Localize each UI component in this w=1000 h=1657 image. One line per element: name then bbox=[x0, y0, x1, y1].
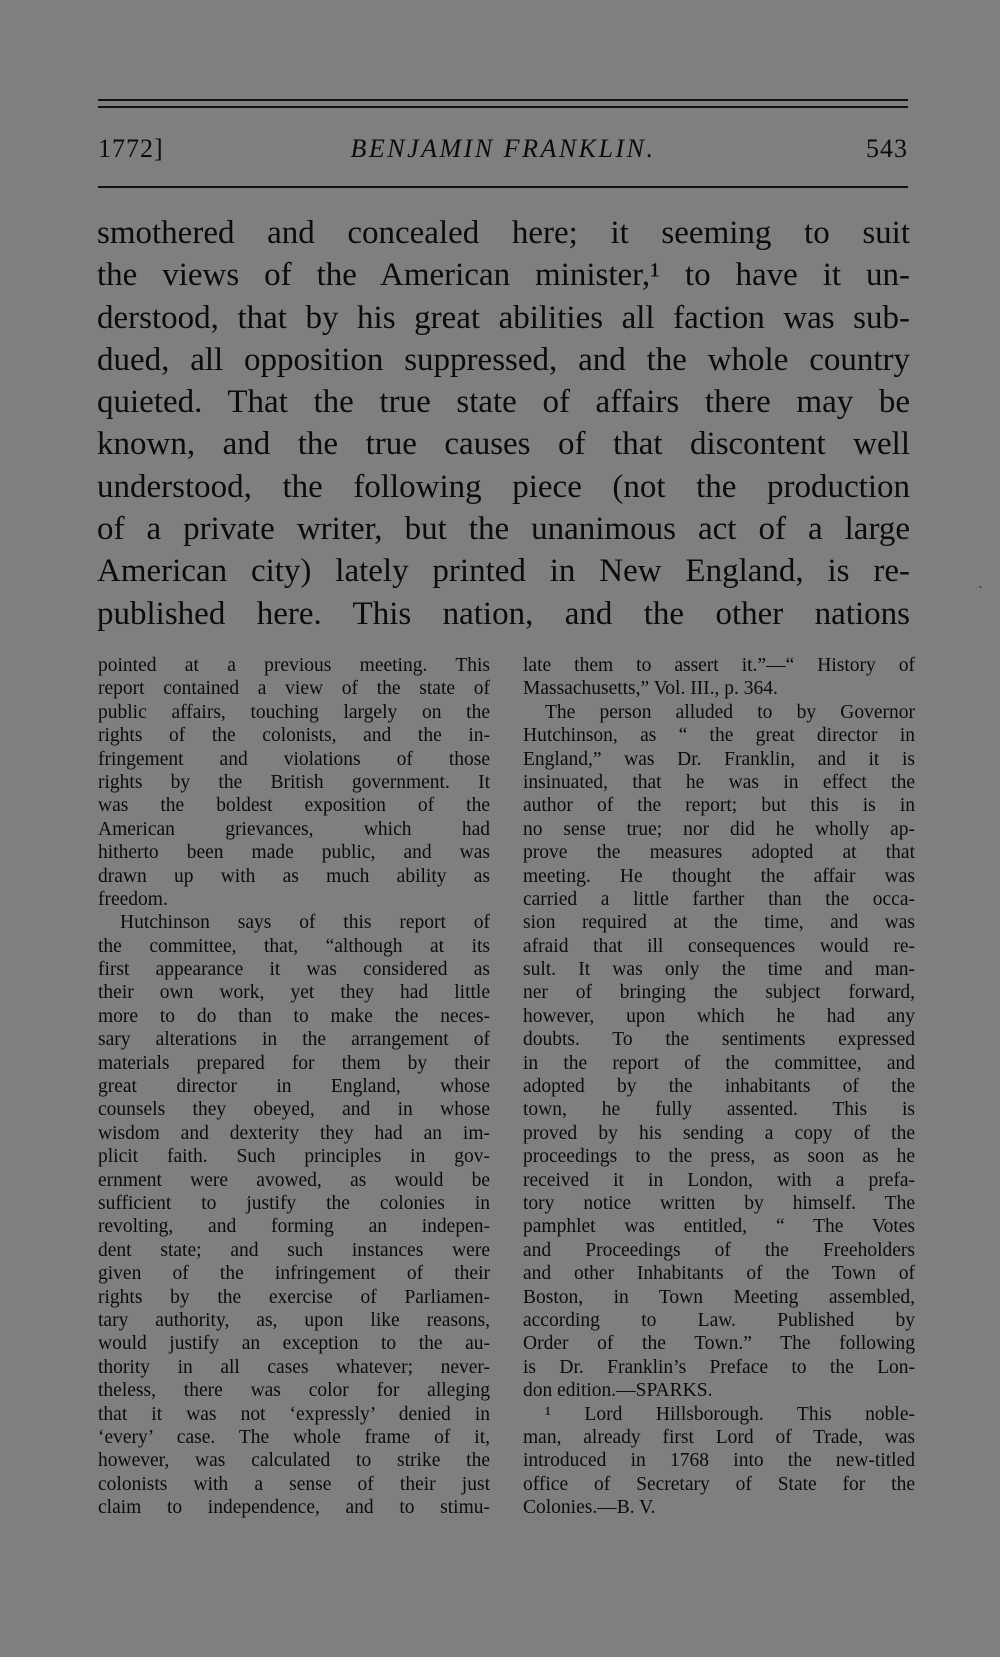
footnote-line: pointed at a previous meeting. This bbox=[98, 655, 490, 676]
footnote-column-right bbox=[523, 654, 915, 1519]
footnote-line: dent state; and such instances were bbox=[98, 1239, 490, 1261]
header-rule-top-inner bbox=[98, 106, 908, 108]
footnote-line: ¹ Lord Hillsborough. This noble- bbox=[545, 1403, 915, 1425]
footnote-line: however, was calculated to strike the bbox=[98, 1450, 490, 1472]
main-text-line: the views of the American minister,¹ to have it un- bbox=[97, 257, 910, 294]
footnote-line: however, upon which he had any bbox=[523, 1005, 915, 1027]
main-paragraph bbox=[97, 212, 910, 635]
footnote-line: the committee, that, “although at its bbox=[98, 935, 490, 957]
footnote-line: sult. It was only the time and man- bbox=[523, 959, 915, 981]
footnote-line: great director in England, whose bbox=[98, 1076, 490, 1098]
footnote-line: their own work, yet they had little bbox=[98, 982, 490, 1004]
footnote-line: don edition.—SPARKS. bbox=[523, 1380, 713, 1402]
footnote-line: theless, there was color for alleging bbox=[98, 1380, 490, 1402]
footnote-line: sufficient to justify the colonies in bbox=[98, 1192, 490, 1214]
footnote-line: late them to assert it.”—“ History of bbox=[523, 655, 915, 676]
main-text-line: American city) lately printed in New England, is re- bbox=[97, 553, 910, 590]
main-text-line: dued, all opposition suppressed, and the whole country bbox=[97, 341, 910, 378]
footnote-line: wisdom and dexterity they had an im- bbox=[98, 1122, 490, 1144]
footnote-line: meeting. He thought the affair was bbox=[523, 865, 915, 887]
footnote-line: American grievances, which had bbox=[98, 818, 490, 840]
header-year: 1772] bbox=[98, 134, 164, 163]
footnote-line: revolting, and forming an indepen- bbox=[98, 1216, 490, 1238]
footnote-line: introduced in 1768 into the new-titled bbox=[523, 1450, 915, 1472]
footnote-line: according to Law. Published by bbox=[523, 1309, 915, 1331]
footnote-line: Boston, in Town Meeting assembled, bbox=[523, 1286, 915, 1308]
footnote-line: received it in London, with a prefa- bbox=[523, 1169, 915, 1191]
footnote-line: rights by the exercise of Parliamen- bbox=[98, 1286, 490, 1308]
footnote-column-left bbox=[98, 654, 490, 1519]
footnote-line: man, already first Lord of Trade, was bbox=[523, 1426, 915, 1448]
footnote-line: more to do than to make the neces- bbox=[98, 1005, 490, 1027]
footnote-line: proceedings to the press, as soon as he bbox=[523, 1146, 915, 1168]
main-text-line: understood, the following piece (not the production bbox=[97, 468, 910, 505]
footnote-line: given of the infringement of their bbox=[98, 1263, 490, 1285]
page-number: 543 bbox=[866, 134, 908, 163]
footnote-line: ernment were avowed, as would be bbox=[98, 1169, 490, 1191]
footnote-line: would justify an exception to the au- bbox=[98, 1333, 490, 1355]
footnote-line: colonists with a sense of their just bbox=[98, 1473, 490, 1495]
footnote-line: Hutchinson says of this report of bbox=[120, 912, 490, 934]
header-title: BENJAMIN FRANKLIN. bbox=[350, 134, 656, 163]
footnote-line: drawn up with as much ability as bbox=[98, 865, 490, 887]
footnote-line: fringement and violations of those bbox=[98, 748, 490, 770]
footnote-line: and Proceedings of the Freeholders bbox=[523, 1239, 915, 1261]
footnote-line: afraid that ill consequences would re- bbox=[523, 935, 915, 957]
footnote-line: town, he fully assented. This is bbox=[523, 1099, 915, 1121]
footnote-line: claim to independence, and to stimu- bbox=[98, 1497, 490, 1519]
footnote-line: tory notice written by himself. The bbox=[523, 1192, 915, 1214]
footnote-line: Massachusetts,” Vol. III., p. 364. bbox=[523, 678, 778, 700]
footnote-line: freedom. bbox=[98, 888, 168, 910]
footnote-line: thority in all cases whatever; never- bbox=[98, 1356, 490, 1378]
main-text-line: quieted. That the true state of affairs there may be bbox=[97, 384, 910, 421]
footnote-line: England,” was Dr. Franklin, and it is bbox=[523, 748, 915, 770]
footnote-line: Hutchinson, as “ the great director in bbox=[523, 725, 915, 747]
footnote-line: Colonies.—B. V. bbox=[523, 1497, 656, 1519]
margin-mark: ˎ bbox=[978, 574, 983, 589]
footnote-line: proved by his sending a copy of the bbox=[523, 1122, 915, 1144]
footnote-line: ner of bringing the subject forward, bbox=[523, 982, 915, 1004]
footnote-line: no sense true; nor did he wholly ap- bbox=[523, 818, 915, 840]
footnote-line: insinuated, that he was in effect the bbox=[523, 771, 915, 793]
footnote-line: sion required at the time, and was bbox=[523, 912, 915, 934]
main-text-line: derstood, that by his great abilities all faction was sub- bbox=[97, 299, 910, 336]
running-header bbox=[98, 134, 908, 174]
footnote-line: report contained a view of the state of bbox=[98, 678, 490, 700]
footnote-line: public affairs, touching largely on the bbox=[98, 701, 490, 723]
footnote-line: ‘every’ case. The whole frame of it, bbox=[98, 1426, 490, 1448]
main-text-line: published here. This nation, and the other nations bbox=[97, 595, 910, 632]
footnote-line: in the report of the committee, and bbox=[523, 1052, 915, 1074]
footnote-line: carried a little farther than the occa- bbox=[523, 888, 915, 910]
main-text-line: known, and the true causes of that discontent well bbox=[97, 426, 910, 463]
footnote-line: was the boldest exposition of the bbox=[98, 795, 490, 817]
footnote-line: and other Inhabitants of the Town of bbox=[523, 1263, 915, 1285]
footnote-line: hitherto been made public, and was bbox=[98, 842, 490, 864]
footnote-line: adopted by the inhabitants of the bbox=[523, 1076, 915, 1098]
footnote-line: prove the measures adopted at that bbox=[523, 842, 915, 864]
header-rule-bottom bbox=[98, 186, 908, 188]
footnote-line: Order of the Town.” The following bbox=[523, 1333, 915, 1355]
footnote-line: sary alterations in the arrangement of bbox=[98, 1029, 490, 1051]
main-text-line: of a private writer, but the unanimous act of a large bbox=[97, 511, 910, 548]
footnote-line: doubts. To the sentiments expressed bbox=[523, 1029, 915, 1051]
footnote-line: plicit faith. Such principles in gov- bbox=[98, 1146, 490, 1168]
footnote-line: office of Secretary of State for the bbox=[523, 1473, 915, 1495]
main-text-line: smothered and concealed here; it seeming to suit bbox=[97, 215, 910, 251]
header-rule-top bbox=[98, 99, 908, 101]
footnote-line: first appearance it was considered as bbox=[98, 959, 490, 981]
footnote-line: materials prepared for them by their bbox=[98, 1052, 490, 1074]
footnote-line: rights of the colonists, and the in- bbox=[98, 725, 490, 747]
footnote-line: is Dr. Franklin’s Preface to the Lon- bbox=[523, 1356, 915, 1378]
footnote-line: The person alluded to by Governor bbox=[545, 701, 915, 723]
footnote-line: counsels they obeyed, and in whose bbox=[98, 1099, 490, 1121]
footnote-line: that it was not ‘expressly’ denied in bbox=[98, 1403, 490, 1425]
footnote-line: rights by the British government. It bbox=[98, 771, 490, 793]
footnote-line: author of the report; but this is in bbox=[523, 795, 915, 817]
footnote-line: pamphlet was entitled, “ The Votes bbox=[523, 1216, 915, 1238]
footnote-line: tary authority, as, upon like reasons, bbox=[98, 1309, 490, 1331]
